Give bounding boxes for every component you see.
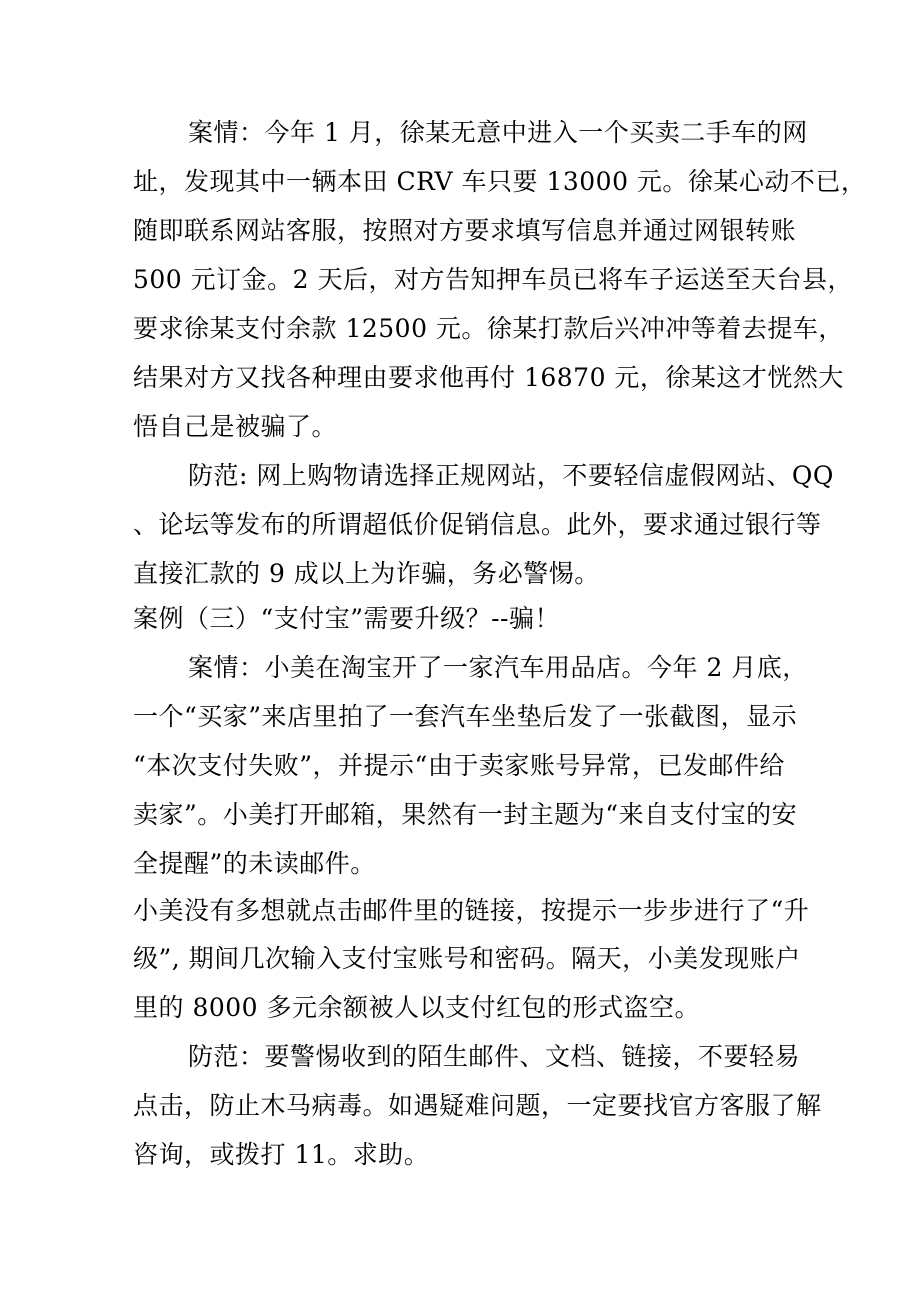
text-line: 结果对方又找各种理由要求他再付 16870 元，徐某这才恍然大 <box>133 363 844 392</box>
text-line: 、论坛等发布的所谓超低价促销信息。此外，要求通过银行等 <box>133 510 822 539</box>
text-line: 要求徐某支付余款 12500 元。徐某打款后兴冲冲等着去提车， <box>133 314 844 343</box>
text-line: 咨询，或拨打 11。求助。 <box>133 1140 430 1169</box>
text-line: 全提醒”的未读邮件。 <box>133 849 376 878</box>
text-line: “本次支付失败”，并提示“由于卖家账号异常，已发邮件给 <box>133 751 785 780</box>
text-line: 案情：今年 1 月，徐某无意中进入一个买卖二手车的网 <box>188 118 808 147</box>
text-line: 500 元订金。2 天后，对方告知押车员已将车子运送至天台县， <box>133 265 854 294</box>
text-line: 防范: 网上购物请选择正规网站，不要轻信虚假网站、QQ <box>188 461 834 490</box>
text-line: 级”, 期间几次输入支付宝账号和密码。隔天，小美发现账户 <box>133 944 801 973</box>
text-line: 案情：小美在淘宝开了一家汽车用品店。今年 2 月底， <box>188 653 808 682</box>
text-line: 直接汇款的 9 成以上为诈骗，务必警惕。 <box>133 559 600 588</box>
text-line: 一个“买家”来店里拍了一套汽车坐垫后发了一张截图，显示 <box>133 702 798 731</box>
text-line: 里的 8000 多元余额被人以支付红包的形式盗空。 <box>133 993 701 1022</box>
text-line: 防范：要警惕收到的陌生邮件、文档、链接，不要轻易 <box>188 1042 801 1071</box>
text-line: 点击，防止木马病毒。如遇疑难问题，一定要找官方客服了解 <box>133 1091 822 1120</box>
text-line: 悟自己是被骗了。 <box>133 412 338 441</box>
text-line: 卖家”。小美打开邮箱，果然有一封主题为“来自支付宝的安 <box>133 800 798 829</box>
text-line: 址，发现其中一辆本田 CRV 车只要 13000 元。徐某心动不已， <box>133 167 867 196</box>
section-heading: 案例（三）“支付宝”需要升级？--骗！ <box>133 604 560 633</box>
text-line: 小美没有多想就点击邮件里的链接，按提示一步步进行了“升 <box>133 896 810 925</box>
text-line: 随即联系网站客服，按照对方要求填写信息并通过网银转账 <box>133 216 797 245</box>
